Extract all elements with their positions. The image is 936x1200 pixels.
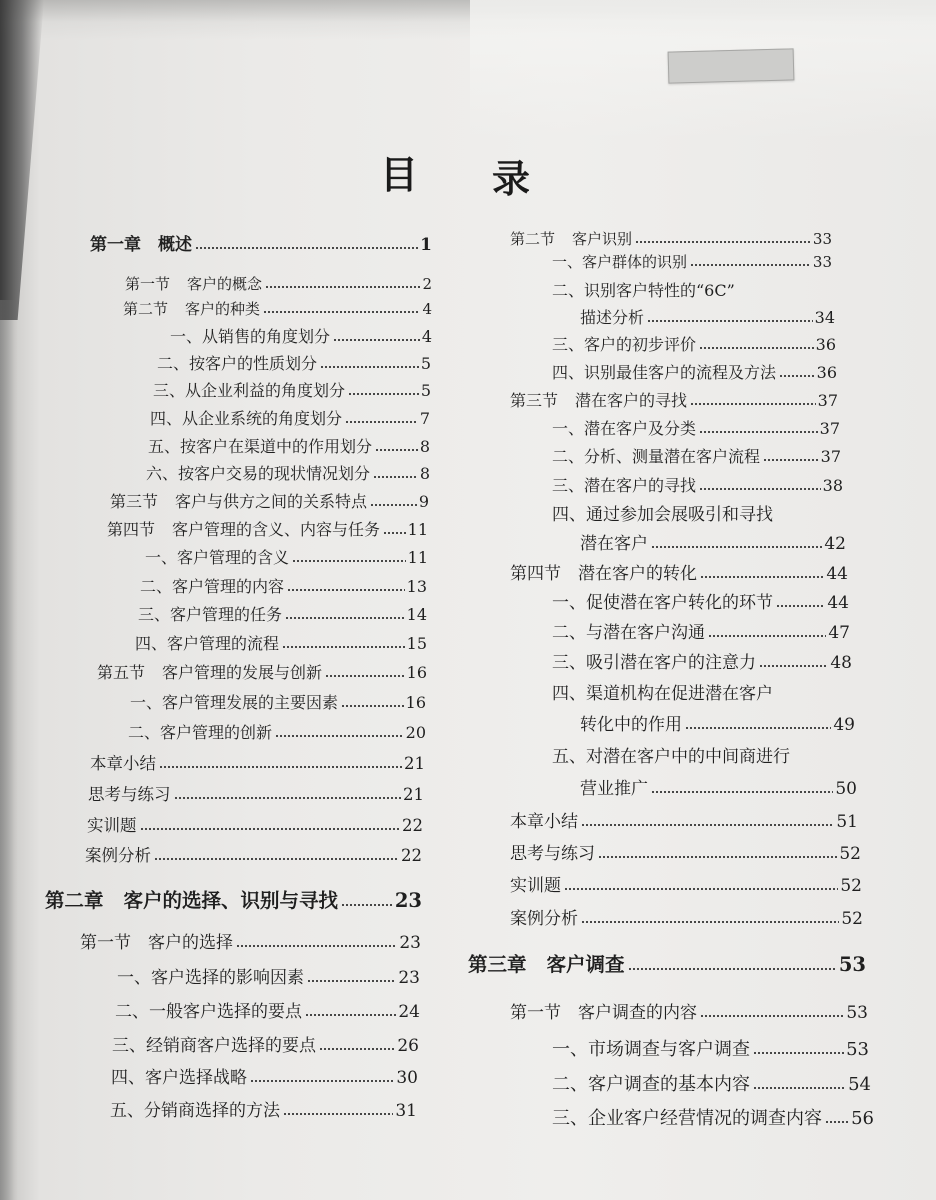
toc-subsection-entry [148, 437, 430, 463]
toc-page-number: 20 [405, 723, 426, 742]
toc-entry-title: 二、分析、测量潜在客户流程 [552, 447, 761, 466]
toc-entry-number: 第一节 [510, 1003, 561, 1023]
toc-dot-leader [345, 420, 418, 424]
toc-dot-leader [373, 475, 418, 479]
toc-entry-title: 案例分析 [85, 846, 151, 865]
toc-page-number: 33 [812, 230, 832, 248]
toc-dot-leader [699, 430, 818, 434]
toc-dot-leader [699, 487, 821, 491]
toc-page-number: 56 [851, 1108, 874, 1129]
toc-page-number: 44 [827, 593, 849, 613]
toc-section-entry [97, 663, 427, 689]
toc-entry-title: 客户与供方之间的关系特点 [175, 492, 368, 511]
toc-dot-leader [140, 827, 401, 831]
toc-page-number: 49 [833, 715, 855, 735]
toc-entry-title: 案例分析 [510, 909, 578, 929]
toc-entry-title: 三、客户管理的任务 [138, 605, 283, 624]
toc-section-entry [510, 1003, 868, 1029]
toc-page-number: 52 [839, 844, 861, 864]
toc-page-number: 14 [406, 605, 427, 624]
page-tab-bleedthrough [668, 48, 795, 83]
toc-page-number: 1 [420, 235, 432, 255]
toc-page-number: 11 [407, 548, 428, 567]
toc-subsection-entry [552, 253, 832, 279]
toc-subsection-entry [552, 747, 852, 773]
toc-dot-leader [319, 1047, 395, 1051]
toc-dot-leader [341, 704, 404, 708]
toc-section-entry [123, 300, 432, 326]
toc-entry-title: 客户的概念 [187, 275, 263, 293]
toc-entry-title: 实训题 [87, 816, 137, 835]
toc-entry-title: 转化中的作用 [580, 715, 682, 735]
toc-subsection-entry [150, 409, 430, 435]
toc-page-number: 4 [422, 300, 432, 318]
toc-entry-title: 四、通过参加会展吸引和寻找 [552, 505, 773, 525]
toc-chapter-extra-entry [510, 876, 862, 902]
toc-dot-leader [690, 402, 816, 406]
toc-page-number: 24 [398, 1002, 420, 1022]
toc-entry-title: 二、客户管理的创新 [128, 723, 273, 742]
toc-dot-leader [598, 855, 837, 859]
toc-page-number: 22 [402, 816, 423, 835]
toc-page-number: 37 [819, 419, 840, 438]
toc-entry-title: 三、吸引潜在客户的注意力 [552, 653, 756, 673]
toc-entry-title: 潜在客户的寻找 [575, 391, 688, 410]
toc-entry-title: 三、从企业利益的角度划分 [153, 381, 346, 400]
toc-dot-leader [285, 616, 405, 620]
toc-entry-title: 三、潜在客户的寻找 [552, 476, 697, 495]
toc-dot-leader [333, 338, 420, 342]
toc-entry-title: 四、客户选择战略 [111, 1068, 247, 1088]
toc-page-number: 38 [822, 476, 843, 495]
toc-dot-leader [651, 790, 833, 794]
toc-chapter-entry [45, 889, 422, 915]
toc-dot-leader [375, 448, 418, 452]
toc-entry-title: 客户的选择 [148, 933, 233, 953]
toc-entry-title: 客户管理的含义、内容与任务 [172, 520, 381, 539]
toc-subsection-entry [552, 653, 852, 679]
toc-subsection-continuation [580, 534, 846, 560]
toc-dot-leader [825, 1120, 849, 1124]
toc-page-number: 16 [406, 663, 427, 682]
toc-section-entry [80, 933, 421, 959]
toc-entry-title: 四、客户管理的流程 [135, 634, 280, 653]
toc-entry-number: 第四节 [107, 520, 156, 539]
toc-page-number: 53 [846, 1003, 868, 1023]
toc-subsection-entry [552, 363, 837, 389]
toc-dot-leader [708, 634, 826, 638]
toc-entry-title: 三、客户的初步评价 [552, 335, 697, 354]
toc-subsection-entry [135, 634, 427, 660]
toc-title-char: 录 [492, 156, 531, 201]
toc-page-number: 36 [816, 363, 837, 382]
toc-dot-leader [305, 1013, 396, 1017]
toc-title-char: 目 [380, 152, 419, 197]
toc-page-number: 8 [419, 437, 430, 456]
toc-dot-leader [759, 664, 828, 668]
toc-subsection-entry [552, 419, 840, 445]
toc-entry-title: 二、按客户的性质划分 [157, 354, 318, 373]
toc-page-number: 21 [403, 785, 424, 804]
toc-subsection-entry [112, 1036, 419, 1062]
toc-page-number: 31 [395, 1101, 417, 1121]
toc-dot-leader [763, 458, 819, 462]
toc-page-number: 53 [846, 1039, 869, 1060]
toc-dot-leader [700, 1014, 844, 1018]
toc-dot-leader [263, 310, 420, 314]
toc-subsection-entry [146, 464, 430, 490]
toc-entry-title: 四、识别最佳客户的流程及方法 [552, 363, 777, 382]
toc-subsection-entry [552, 476, 843, 502]
toc-subsection-entry [138, 605, 427, 631]
toc-page-number: 7 [419, 409, 430, 428]
toc-entry-title: 五、对潜在客户中的中间商进行 [552, 747, 790, 767]
toc-subsection-entry [170, 327, 432, 353]
toc-entry-title: 一、客户群体的识别 [552, 253, 688, 271]
toc-subsection-continuation [580, 308, 835, 334]
toc-entry-title: 潜在客户 [580, 534, 648, 554]
toc-entry-title: 客户的种类 [185, 300, 261, 318]
toc-page-number: 13 [406, 577, 427, 596]
toc-dot-leader [236, 944, 397, 948]
toc-section-entry [125, 275, 432, 301]
toc-entry-title: 一、客户管理的含义 [145, 548, 290, 567]
toc-entry-number: 第三章 [468, 953, 527, 976]
toc-subsection-entry [115, 1002, 420, 1028]
toc-entry-title: 实训题 [510, 876, 561, 896]
toc-section-entry [110, 492, 429, 518]
toc-dot-leader [282, 645, 405, 649]
toc-subsection-entry [552, 623, 850, 649]
toc-entry-title: 客户管理的发展与创新 [162, 663, 323, 682]
toc-entry-title: 一、市场调查与客户调查 [552, 1039, 750, 1060]
toc-dot-leader [154, 857, 399, 861]
toc-page-number: 37 [820, 447, 841, 466]
toc-subsection-entry [145, 548, 428, 574]
toc-entry-title: 客户调查 [546, 953, 625, 976]
toc-page-number: 21 [404, 754, 425, 773]
toc-subsection-entry [111, 1068, 418, 1094]
toc-page-number: 48 [830, 653, 852, 673]
toc-page-number: 8 [419, 464, 430, 483]
toc-subsection-entry [140, 577, 427, 603]
toc-page-number: 23 [398, 968, 420, 988]
toc-page-number: 16 [405, 693, 426, 712]
toc-chapter-extra-entry [90, 754, 425, 780]
toc-entry-title: 潜在客户的转化 [578, 564, 697, 584]
toc-page-number: 36 [815, 335, 836, 354]
toc-dot-leader [250, 1079, 394, 1083]
toc-chapter-extra-entry [510, 909, 863, 935]
toc-page-number: 50 [835, 779, 857, 799]
toc-dot-leader [779, 374, 815, 378]
toc-chapter-entry [90, 235, 432, 261]
toc-subsection-continuation [580, 779, 857, 805]
toc-section-entry [510, 391, 838, 417]
toc-subsection-entry [130, 693, 426, 719]
toc-entry-title: 客户识别 [572, 230, 633, 248]
toc-page-number: 52 [840, 876, 862, 896]
toc-entry-title: 三、企业客户经营情况的调查内容 [552, 1108, 822, 1129]
page-edge-shadow [0, 300, 18, 1200]
toc-subsection-entry [117, 968, 420, 994]
toc-dot-leader [628, 967, 837, 971]
toc-subsection-entry [552, 281, 842, 307]
toc-entry-number: 第一节 [80, 933, 131, 953]
toc-page-number: 34 [814, 308, 835, 327]
toc-dot-leader [370, 503, 417, 507]
toc-subsection-entry [552, 684, 852, 710]
toc-dot-leader [776, 604, 825, 608]
toc-entry-title: 营业推广 [580, 779, 648, 799]
toc-dot-leader [307, 979, 396, 983]
toc-subsection-entry [552, 593, 849, 619]
toc-entry-title: 二、与潜在客户沟通 [552, 623, 705, 643]
toc-page-number: 4 [421, 327, 432, 346]
toc-entry-number: 第一章 [90, 235, 141, 255]
toc-dot-leader [287, 588, 405, 592]
toc-dot-leader [341, 903, 393, 907]
toc-subsection-entry [552, 505, 852, 531]
toc-dot-leader [564, 887, 838, 891]
toc-entry-title: 概述 [158, 235, 192, 255]
toc-dot-leader [685, 726, 831, 730]
toc-chapter-extra-entry [85, 846, 422, 872]
toc-subsection-continuation [580, 715, 855, 741]
toc-chapter-extra-entry [510, 812, 858, 838]
toc-dot-leader [174, 796, 402, 800]
toc-entry-title: 思考与练习 [510, 844, 595, 864]
toc-entry-title: 一、潜在客户及分类 [552, 419, 697, 438]
book-binding-shadow [0, 0, 44, 320]
toc-entry-title: 二、一般客户选择的要点 [115, 1002, 302, 1022]
toc-dot-leader [581, 823, 834, 827]
toc-entry-title: 二、客户调查的基本内容 [552, 1074, 750, 1095]
toc-entry-title: 一、从销售的角度划分 [170, 327, 331, 346]
toc-dot-leader [651, 545, 822, 549]
toc-page-number: 54 [848, 1074, 871, 1095]
toc-page-number: 22 [401, 846, 422, 865]
toc-entry-title: 二、客户管理的内容 [140, 577, 285, 596]
toc-dot-leader [348, 392, 419, 396]
toc-dot-leader [581, 920, 839, 924]
toc-subsection-entry [552, 335, 836, 361]
toc-page-number: 9 [418, 492, 429, 511]
toc-subsection-entry [552, 1039, 869, 1065]
toc-dot-leader [383, 531, 406, 535]
toc-entry-title: 二、识别客户特性的“6C” [552, 281, 735, 300]
toc-page-number: 30 [396, 1068, 418, 1088]
toc-entry-title: 本章小结 [510, 812, 578, 832]
toc-subsection-entry [157, 354, 431, 380]
toc-page-number: 51 [836, 812, 858, 832]
toc-page-number: 47 [828, 623, 850, 643]
toc-page-number: 2 [422, 275, 432, 293]
toc-entry-title: 描述分析 [580, 308, 645, 327]
toc-page-number: 5 [420, 381, 431, 400]
toc-entry-title: 客户调查的内容 [578, 1003, 697, 1023]
toc-entry-title: 思考与练习 [88, 785, 171, 804]
toc-subsection-entry [128, 723, 426, 749]
toc-dot-leader [690, 263, 811, 267]
toc-subsection-entry [110, 1101, 417, 1127]
toc-dot-leader [159, 765, 402, 769]
toc-section-entry [510, 564, 848, 590]
toc-dot-leader [753, 1086, 846, 1090]
toc-chapter-extra-entry [88, 785, 424, 811]
toc-page-number: 52 [841, 909, 863, 929]
toc-page-number: 23 [394, 889, 422, 912]
toc-entry-number: 第二节 [510, 230, 556, 248]
toc-entry-number: 第四节 [510, 564, 561, 584]
toc-entry-number: 第三节 [510, 391, 559, 410]
toc-dot-leader [699, 346, 814, 350]
toc-chapter-entry [468, 953, 866, 979]
toc-entry-title: 六、按客户交易的现状情况划分 [146, 464, 371, 483]
toc-entry-number: 第一节 [125, 275, 171, 293]
toc-page-number: 23 [399, 933, 421, 953]
toc-chapter-extra-entry [510, 844, 861, 870]
toc-dot-leader [283, 1112, 393, 1116]
toc-dot-leader [320, 365, 419, 369]
toc-entry-title: 四、从企业系统的角度划分 [150, 409, 343, 428]
toc-entry-title: 五、按客户在渠道中的作用划分 [148, 437, 373, 456]
toc-page-number: 37 [817, 391, 838, 410]
toc-page-number: 5 [420, 354, 431, 373]
toc-entry-title: 一、促使潜在客户转化的环节 [552, 593, 773, 613]
toc-entry-number: 第五节 [97, 663, 146, 682]
toc-entry-title: 三、经销商客户选择的要点 [112, 1036, 316, 1056]
toc-dot-leader [265, 285, 420, 289]
toc-entry-title: 四、渠道机构在促进潜在客户 [552, 684, 773, 704]
toc-entry-title: 五、分销商选择的方法 [110, 1101, 280, 1121]
toc-subsection-entry [552, 1074, 871, 1100]
toc-dot-leader [275, 734, 404, 738]
toc-entry-title: 客户的选择、识别与寻找 [123, 889, 339, 912]
toc-subsection-entry [153, 381, 431, 407]
toc-page-number: 33 [812, 253, 832, 271]
toc-page-number: 42 [824, 534, 846, 554]
toc-entry-number: 第二章 [45, 889, 104, 912]
toc-page-number: 26 [397, 1036, 419, 1056]
toc-chapter-extra-entry [87, 816, 423, 842]
toc-entry-number: 第二节 [123, 300, 169, 318]
toc-subsection-entry [552, 447, 841, 473]
toc-entry-title: 一、客户管理发展的主要因素 [130, 693, 339, 712]
toc-dot-leader [195, 246, 418, 250]
toc-dot-leader [647, 319, 813, 323]
toc-dot-leader [325, 674, 405, 678]
toc-entry-number: 第三节 [110, 492, 159, 511]
toc-section-entry [107, 520, 428, 546]
toc-page-number: 11 [407, 520, 428, 539]
toc-dot-leader [635, 240, 811, 244]
toc-dot-leader [292, 559, 406, 563]
toc-dot-leader [700, 575, 824, 579]
toc-entry-title: 一、客户选择的影响因素 [117, 968, 304, 988]
toc-dot-leader [753, 1051, 844, 1055]
toc-subsection-entry [552, 1108, 874, 1134]
toc-page-number: 15 [406, 634, 427, 653]
toc-entry-title: 本章小结 [90, 754, 156, 773]
toc-page-number: 53 [838, 953, 866, 976]
toc-page-number: 44 [826, 564, 848, 584]
